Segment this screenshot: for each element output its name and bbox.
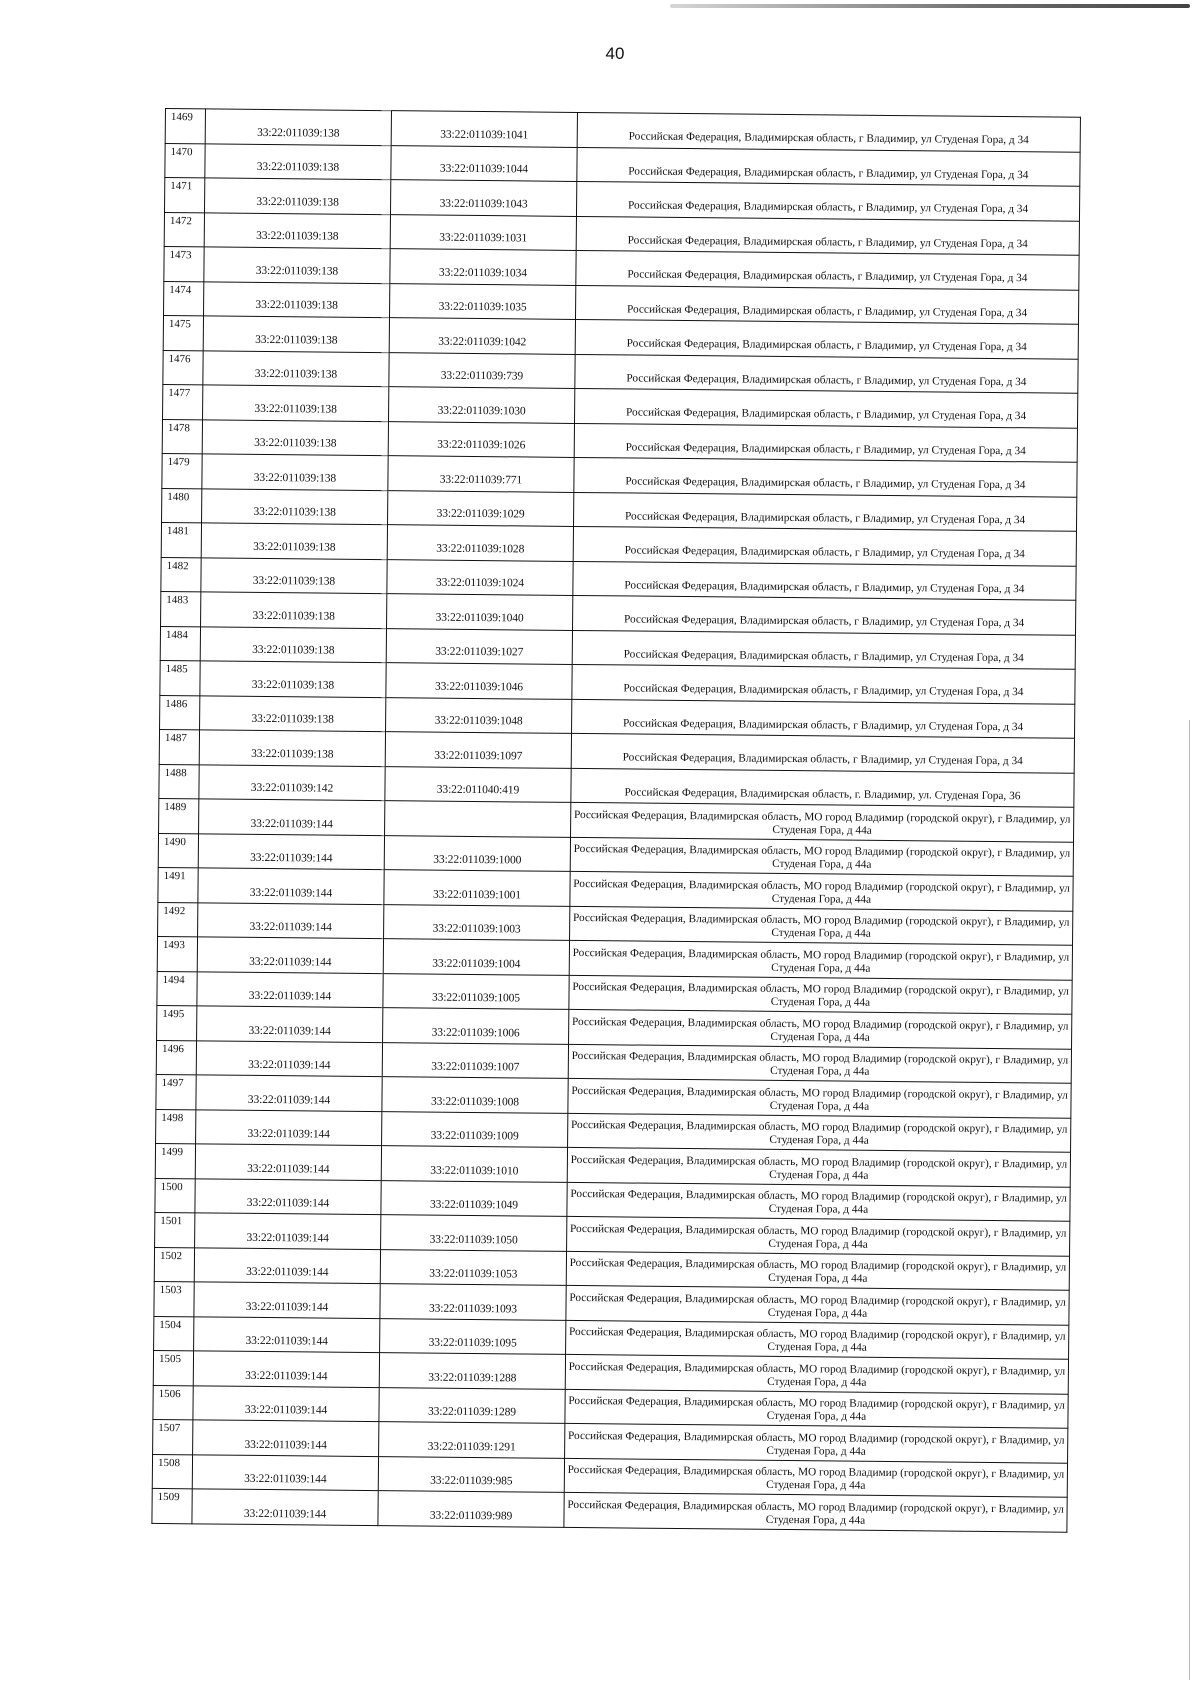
address-cell: Российская Федерация, Владимирская область, МО город Владимир (городской округ), г Владимир, ул Студеная Гора, д 44а (564, 1492, 1067, 1531)
row-number-cell: 1500 (155, 1178, 195, 1213)
object-cadastral-number-cell: 33:22:011039:1049 (381, 1180, 567, 1216)
row-number-cell: 1484 (160, 626, 200, 661)
address-cell: Российская Федерация, Владимирская область, МО город Владимир (городской округ), г Владимир, ул Студеная Гора, д 44а (565, 1389, 1068, 1428)
object-cadastral-number-cell: 33:22:011039:1007 (382, 1042, 568, 1078)
object-cadastral-number-cell: 33:22:011039:1046 (386, 663, 572, 699)
parcel-cadastral-number-cell: 33:22:011039:144 (198, 902, 384, 938)
row-number-cell: 1478 (162, 419, 202, 454)
address-cell: Российская Федерация, Владимирская область, МО город Владимир (городской округ), г Владимир, ул Студеная Гора, д 44а (570, 871, 1073, 910)
row-number-cell: 1477 (163, 384, 203, 419)
parcel-cadastral-number-cell: 33:22:011039:144 (196, 1075, 382, 1111)
row-number-cell: 1485 (160, 660, 200, 695)
parcel-cadastral-number-cell: 33:22:011039:138 (199, 730, 385, 766)
parcel-cadastral-number-cell: 33:22:011039:138 (204, 178, 390, 214)
object-cadastral-number-cell: 33:22:011039:1289 (379, 1387, 565, 1423)
object-cadastral-number-cell: 33:22:011039:1010 (381, 1146, 567, 1182)
parcel-cadastral-number-cell: 33:22:011039:144 (196, 1040, 382, 1076)
object-cadastral-number-cell: 33:22:011039:1291 (379, 1422, 565, 1458)
address-cell: Российская Федерация, Владимирская область, г Владимир, ул Студеная Гора, д 34 (571, 733, 1074, 772)
address-cell: Российская Федерация, Владимирская область, г Владимир, ул Студеная Гора, д 34 (573, 526, 1076, 565)
parcel-cadastral-number-cell: 33:22:011039:138 (204, 212, 390, 248)
parcel-cadastral-number-cell: 33:22:011039:144 (194, 1282, 380, 1318)
address-cell: Российская Федерация, Владимирская область, г Владимир, ул Студеная Гора, д 34 (572, 699, 1075, 738)
object-cadastral-number-cell: 33:22:011039:1035 (389, 283, 575, 319)
parcel-cadastral-number-cell: 33:22:011039:138 (203, 385, 389, 421)
address-cell: Российская Федерация, Владимирская область, г Владимир, ул Студеная Гора, д 34 (572, 630, 1075, 669)
object-cadastral-number-cell: 33:22:011039:1009 (382, 1111, 568, 1147)
parcel-cadastral-number-cell: 33:22:011039:144 (193, 1420, 379, 1456)
address-cell: Российская Федерация, Владимирская область, МО город Владимир (городской округ), г Владимир, ул Студеная Гора, д 44а (569, 940, 1072, 979)
object-cadastral-number-cell: 33:22:011039:985 (378, 1456, 564, 1492)
row-number-cell: 1502 (154, 1247, 194, 1282)
scan-edge-artifact (670, 4, 1190, 8)
row-number-cell: 1488 (159, 764, 199, 799)
parcel-cadastral-number-cell: 33:22:011039:138 (205, 109, 391, 145)
row-number-cell: 1501 (155, 1212, 195, 1247)
row-number-cell: 1493 (157, 936, 197, 971)
row-number-cell: 1487 (159, 729, 199, 764)
parcel-cadastral-number-cell: 33:22:011039:144 (194, 1316, 380, 1352)
address-cell: Российская Федерация, Владимирская область, г Владимир, ул Студеная Гора, д 34 (573, 595, 1076, 634)
address-cell: Российская Федерация, Владимирская область, г Владимир, ул Студеная Гора, д 34 (574, 423, 1077, 462)
address-cell: Российская Федерация, Владимирская область, МО город Владимир (городской округ), г Владимир, ул Студеная Гора, д 44а (566, 1320, 1069, 1359)
parcel-cadastral-number-cell: 33:22:011039:144 (195, 1178, 381, 1214)
row-number-cell: 1508 (152, 1454, 192, 1489)
parcel-cadastral-number-cell: 33:22:011039:144 (194, 1247, 380, 1283)
object-cadastral-number-cell: 33:22:011039:1003 (384, 904, 570, 940)
parcel-cadastral-number-cell: 33:22:011039:138 (200, 661, 386, 697)
object-cadastral-number-cell: 33:22:011039:1095 (380, 1318, 566, 1354)
parcel-cadastral-number-cell: 33:22:011039:138 (203, 316, 389, 352)
row-number-cell: 1499 (155, 1143, 195, 1178)
parcel-cadastral-number-cell: 33:22:011039:144 (197, 971, 383, 1007)
object-cadastral-number-cell: 33:22:011039:1001 (384, 870, 570, 906)
row-number-cell: 1506 (153, 1385, 193, 1420)
object-cadastral-number-cell: 33:22:011039:1005 (383, 973, 569, 1009)
parcel-cadastral-number-cell: 33:22:011039:138 (201, 523, 387, 559)
parcel-cadastral-number-cell: 33:22:011039:138 (205, 143, 391, 179)
row-number-cell: 1471 (165, 178, 205, 213)
address-cell: Российская Федерация, Владимирская область, г Владимир, ул Студеная Гора, д 34 (576, 181, 1079, 220)
object-cadastral-number-cell: 33:22:011039:1053 (380, 1249, 566, 1285)
object-cadastral-number-cell (385, 801, 571, 837)
address-cell: Российская Федерация, Владимирская область, г Владимир, ул Студеная Гора, д 34 (575, 285, 1078, 324)
parcel-cadastral-number-cell: 33:22:011039:138 (200, 695, 386, 731)
object-cadastral-number-cell: 33:22:011039:1029 (388, 490, 574, 526)
address-cell: Российская Федерация, Владимирская область, г Владимир, ул Студеная Гора, д 34 (575, 319, 1078, 358)
row-number-cell: 1479 (162, 453, 202, 488)
row-number-cell: 1480 (162, 488, 202, 523)
row-number-cell: 1483 (161, 591, 201, 626)
parcel-cadastral-number-cell: 33:22:011039:144 (199, 799, 385, 835)
address-cell: Российская Федерация, Владимирская область, МО город Владимир (городской округ), г Владимир, ул Студеная Гора, д 44а (566, 1251, 1069, 1290)
address-cell: Российская Федерация, Владимирская область, г Владимир, ул Студеная Гора, д 34 (576, 250, 1079, 289)
address-cell: Российская Федерация, Владимирская область, МО город Владимир (городской округ), г Владимир, ул Студеная Гора, д 44а (567, 1182, 1070, 1221)
address-cell: Российская Федерация, Владимирская область, г Владимир, ул Студеная Гора, д 34 (574, 492, 1077, 531)
row-number-cell: 1489 (159, 798, 199, 833)
address-cell: Российская Федерация, Владимирская область, МО город Владимир (городской округ), г Владимир, ул Студеная Гора, д 44а (570, 837, 1073, 876)
parcel-cadastral-number-cell: 33:22:011039:138 (202, 488, 388, 524)
row-number-cell: 1470 (165, 143, 205, 178)
page-number: 40 (605, 44, 625, 63)
row-number-cell: 1494 (157, 971, 197, 1006)
parcel-cadastral-number-cell: 33:22:011039:144 (196, 1109, 382, 1145)
address-cell: Российская Федерация, Владимирская область, МО город Владимир (городской округ), г Владимир, ул Студеная Гора, д 44а (568, 1044, 1071, 1083)
row-number-cell: 1509 (152, 1488, 192, 1523)
address-cell: Российская Федерация, Владимирская область, МО город Владимир (городской округ), г Владимир, ул Студеная Гора, д 44а (565, 1423, 1068, 1462)
parcel-cadastral-number-cell: 33:22:011039:144 (193, 1385, 379, 1421)
address-cell: Российская Федерация, Владимирская область, г Владимир, ул Студеная Гора, д 34 (577, 147, 1080, 186)
row-number-cell: 1475 (163, 315, 203, 350)
table-row (152, 1488, 1067, 1531)
object-cadastral-number-cell: 33:22:011039:1097 (385, 732, 571, 768)
object-cadastral-number-cell: 33:22:011039:1024 (387, 559, 573, 595)
address-cell: Российская Федерация, Владимирская область, МО город Владимир (городской округ), г Владимир, ул Студеная Гора, д 44а (566, 1285, 1069, 1324)
row-number-cell: 1505 (153, 1350, 193, 1385)
object-cadastral-number-cell: 33:22:011039:739 (389, 352, 575, 388)
address-cell: Российская Федерация, Владимирская область, г Владимир, ул Студеная Гора, д 34 (576, 216, 1079, 255)
object-cadastral-number-cell: 33:22:011039:1093 (380, 1284, 566, 1320)
parcel-cadastral-number-cell: 33:22:011039:144 (195, 1213, 381, 1249)
parcel-cadastral-number-cell: 33:22:011039:144 (197, 1006, 383, 1042)
row-number-cell: 1473 (164, 246, 204, 281)
object-cadastral-number-cell: 33:22:011039:1044 (391, 145, 577, 181)
object-cadastral-number-cell: 33:22:011039:1043 (390, 180, 576, 216)
row-number-cell: 1507 (153, 1419, 193, 1454)
cadastral-table (151, 108, 1080, 1532)
parcel-cadastral-number-cell: 33:22:011039:138 (201, 557, 387, 593)
row-number-cell: 1496 (156, 1040, 196, 1075)
object-cadastral-number-cell: 33:22:011039:1040 (387, 594, 573, 630)
row-number-cell: 1504 (154, 1316, 194, 1351)
row-number-cell: 1492 (158, 902, 198, 937)
address-cell: Российская Федерация, Владимирская область, г Владимир, ул Студеная Гора, д 34 (577, 112, 1080, 151)
address-cell: Российская Федерация, Владимирская область, г Владимир, ул Студеная Гора, д 34 (575, 354, 1078, 393)
address-cell: Российская Федерация, Владимирская область, МО город Владимир (городской округ), г Владимир, ул Студеная Гора, д 44а (565, 1354, 1068, 1393)
object-cadastral-number-cell: 33:22:011039:1034 (390, 249, 576, 285)
row-number-cell: 1476 (163, 350, 203, 385)
row-number-cell: 1481 (161, 522, 201, 557)
parcel-cadastral-number-cell: 33:22:011039:144 (197, 937, 383, 973)
object-cadastral-number-cell: 33:22:011039:1026 (388, 421, 574, 457)
parcel-cadastral-number-cell: 33:22:011039:138 (202, 454, 388, 490)
parcel-cadastral-number-cell: 33:22:011039:138 (200, 626, 386, 662)
parcel-cadastral-number-cell: 33:22:011039:138 (204, 281, 390, 317)
address-cell: Российская Федерация, Владимирская область, МО город Владимир (городской округ), г Владимир, ул Студеная Гора, д 44а (570, 906, 1073, 945)
address-cell: Российская Федерация, Владимирская область, МО город Владимир (городской округ), г Владимир, ул Студеная Гора, д 44а (568, 1113, 1071, 1152)
address-cell: Российская Федерация, Владимирская область, МО город Владимир (городской округ), г Владимир, ул Студеная Гора, д 44а (571, 802, 1074, 841)
object-cadastral-number-cell: 33:22:011039:771 (388, 456, 574, 492)
object-cadastral-number-cell: 33:22:011039:1048 (386, 697, 572, 733)
object-cadastral-number-cell: 33:22:011039:1028 (387, 525, 573, 561)
row-number-cell: 1495 (157, 1005, 197, 1040)
object-cadastral-number-cell: 33:22:011039:1030 (389, 387, 575, 423)
object-cadastral-number-cell: 33:22:011039:1041 (391, 111, 577, 147)
parcel-cadastral-number-cell: 33:22:011039:144 (198, 868, 384, 904)
address-cell: Российская Федерация, Владимирская область, МО город Владимир (городской округ), г Владимир, ул Студеная Гора, д 44а (567, 1147, 1070, 1186)
parcel-cadastral-number-cell: 33:22:011039:138 (203, 350, 389, 386)
row-number-cell: 1491 (158, 867, 198, 902)
address-cell: Российская Федерация, Владимирская область, МО город Владимир (городской округ), г Владимир, ул Студеная Гора, д 44а (564, 1458, 1067, 1497)
row-number-cell: 1497 (156, 1074, 196, 1109)
row-number-cell: 1486 (160, 695, 200, 730)
object-cadastral-number-cell: 33:22:011039:1288 (379, 1353, 565, 1389)
address-cell: Российская Федерация, Владимирская область, г Владимир, ул Студеная Гора, д 34 (573, 561, 1076, 600)
parcel-cadastral-number-cell: 33:22:011039:138 (204, 247, 390, 283)
object-cadastral-number-cell: 33:22:011039:989 (378, 1491, 564, 1527)
parcel-cadastral-number-cell: 33:22:011039:144 (192, 1454, 378, 1490)
address-cell: Российская Федерация, Владимирская область, МО город Владимир (городской округ), г Владимир, ул Студеная Гора, д 44а (567, 1216, 1070, 1255)
address-cell: Российская Федерация, Владимирская область, г. Владимир, ул. Студеная Гора, 36 (571, 768, 1074, 807)
object-cadastral-number-cell: 33:22:011039:1031 (390, 214, 576, 250)
row-number-cell: 1498 (156, 1109, 196, 1144)
object-cadastral-number-cell: 33:22:011039:1050 (381, 1215, 567, 1251)
object-cadastral-number-cell: 33:22:011039:1006 (383, 1008, 569, 1044)
address-cell: Российская Федерация, Владимирская область, г Владимир, ул Студеная Гора, д 34 (574, 388, 1077, 427)
address-cell: Российская Федерация, Владимирская область, МО город Владимир (городской округ), г Владимир, ул Студеная Гора, д 44а (568, 1078, 1071, 1117)
row-number-cell: 1482 (161, 557, 201, 592)
row-number-cell: 1503 (154, 1281, 194, 1316)
object-cadastral-number-cell: 33:22:011040:419 (385, 766, 571, 802)
address-cell: Российская Федерация, Владимирская область, МО город Владимир (городской округ), г Владимир, ул Студеная Гора, д 44а (569, 975, 1072, 1014)
parcel-cadastral-number-cell: 33:22:011039:142 (199, 764, 385, 800)
address-cell: Российская Федерация, Владимирская область, г Владимир, ул Студеная Гора, д 34 (572, 664, 1075, 703)
table-body (152, 109, 1081, 1532)
row-number-cell: 1474 (164, 281, 204, 316)
parcel-cadastral-number-cell: 33:22:011039:138 (201, 592, 387, 628)
parcel-cadastral-number-cell: 33:22:011039:144 (195, 1144, 381, 1180)
parcel-cadastral-number-cell: 33:22:011039:144 (192, 1489, 378, 1525)
row-number-cell: 1469 (165, 109, 205, 144)
object-cadastral-number-cell: 33:22:011039:1027 (386, 628, 572, 664)
object-cadastral-number-cell: 33:22:011039:1000 (384, 835, 570, 871)
object-cadastral-number-cell: 33:22:011039:1008 (382, 1077, 568, 1113)
parcel-cadastral-number-cell: 33:22:011039:144 (193, 1351, 379, 1387)
parcel-cadastral-number-cell: 33:22:011039:138 (202, 419, 388, 455)
address-cell: Российская Федерация, Владимирская область, г Владимир, ул Студеная Гора, д 34 (574, 457, 1077, 496)
parcel-cadastral-number-cell: 33:22:011039:144 (198, 833, 384, 869)
object-cadastral-number-cell: 33:22:011039:1042 (389, 318, 575, 354)
row-number-cell: 1472 (164, 212, 204, 247)
row-number-cell: 1490 (158, 833, 198, 868)
object-cadastral-number-cell: 33:22:011039:1004 (383, 939, 569, 975)
scan-margin-line (1189, 720, 1190, 1680)
address-cell: Российская Федерация, Владимирская область, МО город Владимир (городской округ), г Владимир, ул Студеная Гора, д 44а (569, 1009, 1072, 1048)
